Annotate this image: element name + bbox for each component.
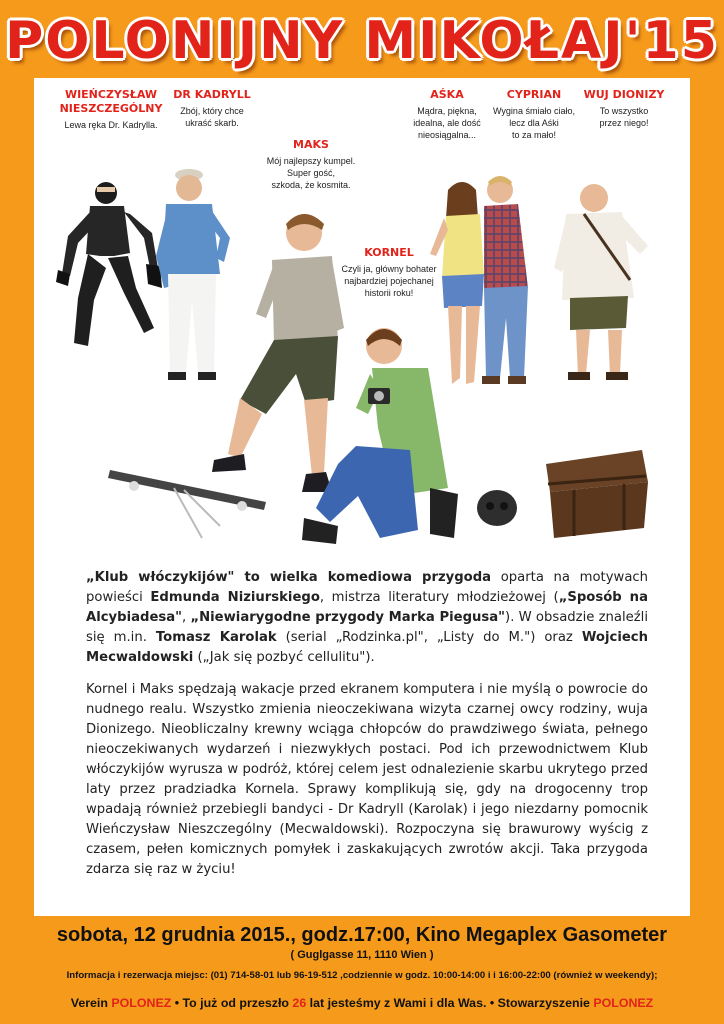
actor-name: Tomasz Karolak: [155, 630, 277, 645]
caption-dionizy: [574, 88, 674, 129]
character-name: NIESZCZEGÓLNY: [59, 102, 163, 115]
character-desc: Mądra, piękna,: [417, 106, 477, 116]
text-run: (serial „Rodzinka.pl", „Listy do M.") oraz: [276, 630, 582, 645]
skull: [477, 490, 517, 526]
text-run: • To już od przeszło: [171, 996, 293, 1010]
figure-maks: [108, 214, 344, 538]
character-desc: To wszystko: [599, 106, 649, 116]
text-run: Verein: [70, 996, 112, 1010]
character-desc: Zbój, który chce: [180, 106, 244, 116]
character-desc: to za mało!: [511, 130, 557, 140]
years-count: 26: [292, 996, 307, 1010]
character-name: WUJ DIONIZY: [583, 88, 665, 101]
character-name: AŚKA: [430, 88, 464, 101]
author-name: Edmunda Niziurskiego: [150, 590, 320, 605]
book-title: „Niewiarygodne przygody Marka Piegusa": [190, 610, 506, 625]
character-desc: nieosiągalna...: [417, 130, 477, 140]
caption-wienczyslaw: [56, 88, 166, 131]
text-run: ,: [182, 610, 191, 625]
figure-wienczyslaw: [56, 182, 162, 346]
film-title: „Klub włóczykijów" to wielka komediowa przygoda: [86, 570, 492, 585]
figure-dionizy: [554, 184, 648, 380]
character-name: KORNEL: [364, 246, 414, 259]
text-run: ). W obsadzie znaleźli się m.in.: [86, 610, 648, 645]
organizer-line: [0, 996, 724, 1010]
event-line: sobota, 12 grudnia 2015., godz.17:00, Kino Megaplex Gasometer: [56, 924, 668, 946]
figure-cyprian: [482, 176, 528, 384]
text-run: oparta na motywach powieści: [86, 570, 649, 605]
caption-maks: [256, 138, 366, 191]
caption-cyprian: [486, 88, 582, 141]
org-name: POLONEZ: [593, 996, 654, 1010]
caption-aska: [402, 88, 492, 141]
character-desc: idealna, ale dość: [413, 118, 481, 128]
plot-paragraph: Kornel i Maks spędzają wakacje przed ekranem komputera i nie myślą o powrocie do nudnego realu. Wszystko zmienia nieoczekiwana wizyta czarnej owcy rodziny, wuja Dionizego. Nieobliczalny krewny wciąga chłopców do prawdziwego świata, pełnego nieoczekiwanych wydarzeń i niezwykłych postaci. Pod ich przewodnictwem Klub włóczykijów wyrusza w podróż, której celem jest odnalezienie skarbu ukrytego przed laty przez pradziadka Kornela. Sprawy komplikują się, gdy na drogocenny trop wpadają również przebiegli bandyci - Dr Kadryll (Karolak) i jego niezdarny pomocnik Wieńczysław Nieszczególny (Mecwaldowski). Rozpoczyna się brawurowy wyścig z czasem, pełen komicznych pomyłek i zaskakujących zwrotów akcji. Taka przygoda zdarza się raz w życiu!: [86, 682, 648, 877]
text-run: („Jak się pozbyć cellulitu").: [193, 650, 375, 665]
org-name: POLONEZ: [111, 996, 172, 1010]
intro-paragraph: [86, 568, 648, 668]
caption-kadryll: [162, 88, 262, 129]
caption-kornel: [334, 246, 444, 299]
character-name: CYPRIAN: [506, 88, 562, 101]
character-desc: Mój najlepszy kumpel.: [266, 156, 356, 166]
character-desc: Czyli ja, główny bohater: [341, 264, 437, 274]
character-desc: najbardziej pojechanej: [344, 276, 434, 286]
character-desc: przez niego!: [599, 118, 649, 128]
character-name: MAKS: [293, 138, 329, 151]
book-title: „Sposób na Alcybiadesa": [86, 590, 648, 625]
actor-name: Wojciech Mecwaldowski: [86, 630, 648, 665]
treasure-chest: [546, 450, 648, 538]
text-run: , mistrza literatury młodzieżowej (: [319, 590, 559, 605]
text-run: lat jesteśmy z Wami i dla Was. • Stowarzyszenie: [306, 996, 594, 1010]
info-line: Informacja i rezerwacja miejsc: (01) 714-58-01 lub 96-19-512 ,codziennie w godz. 10:00-14:00 i i 16:00-22:00 (również w weekendy);: [66, 970, 658, 981]
character-desc: lecz dla Aśki: [509, 118, 559, 128]
description-text: [86, 568, 648, 892]
figure-kadryll: [156, 169, 230, 380]
character-name: DR KADRYLL: [173, 88, 251, 101]
character-desc: ukraść skarb.: [185, 118, 239, 128]
character-desc: Wygina śmiało ciało,: [493, 106, 575, 116]
character-desc: historii roku!: [364, 288, 414, 298]
poster-title: POLONIJNY MIKOŁAJ'15: [5, 11, 719, 71]
character-name: WIEŃCZYSŁAW: [64, 88, 158, 101]
content-panel: [34, 78, 690, 916]
character-desc: Super gość,: [286, 168, 336, 178]
character-desc: szkoda, że kosmita.: [271, 180, 351, 190]
character-desc: Lewa ręka Dr. Kadrylla.: [64, 120, 158, 130]
address-line: ( Guglgasse 11, 1110 Wien ): [290, 949, 434, 961]
